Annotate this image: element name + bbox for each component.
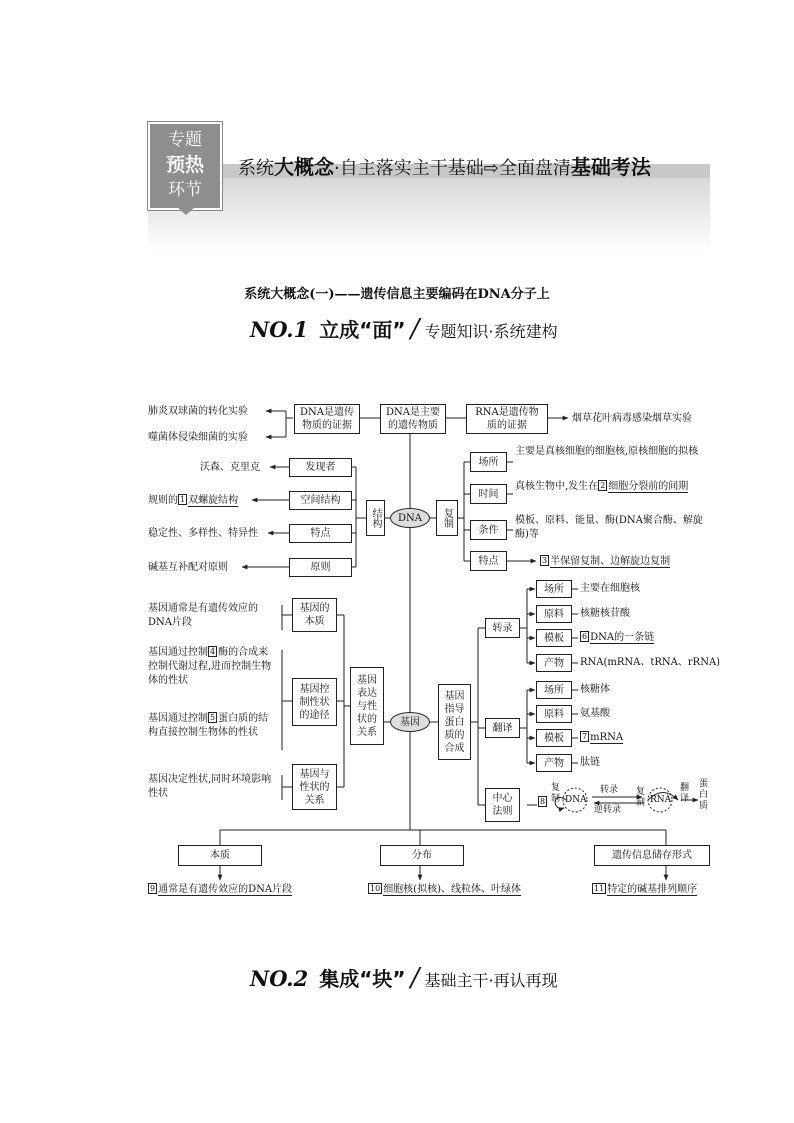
banner-tag-line3: 环节 <box>168 180 202 200</box>
rep-time-value <box>515 480 710 494</box>
banner-heading-e: 基础考法 <box>570 155 651 179</box>
blank-number-9: 9 <box>150 884 156 893</box>
feature-value: 稳定性、多样性、特异性 <box>148 528 258 539</box>
banner-heading-b: 大概念 <box>274 155 334 179</box>
structure-box: 结构 <box>366 500 385 536</box>
cd-reverse: 逆转录 <box>594 805 622 815</box>
blank-number-3: 3 <box>542 556 548 565</box>
banner-heading-d: 全面盘清 <box>498 158 571 179</box>
bottom-storage-answer: 特定的碱基排列顺序 <box>607 884 698 895</box>
section1-title: 立成“面” <box>319 318 406 342</box>
dna-main-box: DNA是主要的遗传物质 <box>380 404 446 434</box>
tr-template-box: 模板 <box>536 629 572 647</box>
tl-material-value: 氨基酸 <box>580 708 610 719</box>
space-prefix: 规则的 <box>148 495 178 506</box>
tl-product-value: 肽链 <box>580 757 600 768</box>
tl-place-box: 场所 <box>536 681 572 699</box>
gene-rel-box: 基因与性状的关系 <box>292 764 337 810</box>
bottom-storage-box: 遗传信息储存形式 <box>594 845 710 866</box>
section1-no: NO.1 <box>250 317 309 342</box>
tmv-experiment: 烟草花叶病毒感染烟草实验 <box>572 413 692 424</box>
blank-number-6: 6 <box>582 632 588 641</box>
blank-number-10: 10 <box>370 884 381 893</box>
tr-material-value: 核糖核苷酸 <box>580 608 630 619</box>
blank-number-4: 4 <box>210 647 216 656</box>
bottom-distribution-answer: 细胞核(拟核)、线粒体、叶绿体 <box>383 884 521 895</box>
blank-number-5: 5 <box>210 713 216 722</box>
rep-cond-box: 条件 <box>470 520 507 540</box>
gene-ctrl2-text <box>148 712 278 740</box>
space-structure-box: 空间结构 <box>289 491 352 510</box>
replication-box: 复制 <box>436 500 458 536</box>
rep-cond-value: 模板、原料、能量、酶(DNA聚合酶、解旋酶)等 <box>515 515 703 540</box>
cd-rna-replicate: 复制 <box>636 787 646 808</box>
cd-dna: DNA <box>565 795 587 805</box>
tr-product-box: 产物 <box>536 654 572 672</box>
rep-place-value: 主要是真核细胞的细胞核,原核细胞的拟核 <box>515 446 699 457</box>
feature-box: 特点 <box>289 524 352 543</box>
central-dogma-number <box>538 796 548 809</box>
bottom-storage-value <box>592 883 697 896</box>
arrow-icon: ⇨ <box>483 158 499 179</box>
section1-slash: / <box>410 314 420 344</box>
discoverer-box: 发现者 <box>289 458 352 477</box>
tl-template-box: 模板 <box>536 729 572 747</box>
rep-time-box: 时间 <box>470 484 507 504</box>
tr-template-value <box>580 631 654 644</box>
space-answer: 双螺旋结构 <box>188 495 239 506</box>
principle-box: 原则 <box>289 558 352 577</box>
section2-title: 集成“块” <box>319 967 406 991</box>
tr-product-value: RNA(mRNA、tRNA、rRNA) <box>580 657 721 668</box>
tr-place-box: 场所 <box>536 580 572 598</box>
section1-subtitle: 专题知识·系统建构 <box>424 322 558 341</box>
bottom-essence-answer: 通常是有遗传效应的DNA片段 <box>158 884 293 895</box>
blank-number-11: 11 <box>594 884 605 893</box>
tl-product-box: 产物 <box>536 754 572 772</box>
gene-ctrl1-prefix: 基因通过控制 <box>148 647 208 658</box>
banner-tag-line2: 预热 <box>165 154 204 176</box>
bottom-essence-value <box>148 883 292 896</box>
rna-evidence-box: RNA是遗传物质的证据 <box>466 404 548 434</box>
bottom-distribution-box: 分布 <box>380 845 464 866</box>
gene-node: 基因 <box>390 712 430 732</box>
tl-material-box: 原料 <box>536 705 572 723</box>
gene-ctrl1-answer: 酶的合成来控制代谢过程,进而控制生物体的性状 <box>148 647 272 686</box>
translation-box: 翻译 <box>485 718 520 738</box>
gene-essence-box: 基因的本质 <box>292 598 337 632</box>
banner-heading-a: 系统 <box>238 158 274 179</box>
blank-number-2: 2 <box>600 481 606 490</box>
tl-template-answer: mRNA <box>590 732 624 743</box>
bottom-essence-box: 本质 <box>178 845 262 866</box>
discoverer-value: 沃森、克里克 <box>200 462 260 473</box>
gene-ctrl2-prefix: 基因通过控制 <box>148 713 208 724</box>
exp-pneumococcus: 肺炎双球菌的转化实验 <box>148 406 248 417</box>
central-dogma-box: 中心法则 <box>485 788 520 822</box>
gene-expr-box: 基因表达与性状的关系 <box>350 667 384 745</box>
principle-value: 碱基互补配对原则 <box>148 562 228 573</box>
space-value <box>148 494 238 507</box>
tr-material-box: 原料 <box>536 605 572 623</box>
gene-guide-box: 基因指导蛋白质的合成 <box>438 684 471 760</box>
cd-rna: RNA <box>650 795 672 805</box>
gene-ctrl2-answer: 蛋白质的结构直接控制生物体的性状 <box>148 713 269 738</box>
transcription-box: 转录 <box>485 618 520 638</box>
section2-no: NO.2 <box>250 966 309 991</box>
blank-number-7: 7 <box>582 732 588 741</box>
bottom-distribution-value <box>368 883 521 896</box>
tr-template-answer: DNA的一条链 <box>590 632 655 643</box>
concept-title: 系统大概念(一)——遗传信息主要编码在DNA分子上 <box>244 287 550 302</box>
tl-template-value <box>580 731 623 744</box>
exp-phage: 噬菌体侵染细菌的实验 <box>148 432 248 443</box>
cd-transcribe: 转录 <box>600 785 619 795</box>
banner-tag-line1: 专题 <box>168 130 202 150</box>
cd-translate: 翻译 <box>680 783 690 804</box>
tr-place-value: 主要在细胞核 <box>580 583 640 594</box>
gene-essence-text: 基因通常是有遗传效应的DNA片段 <box>148 603 258 628</box>
tl-place-value: 核糖体 <box>580 684 610 695</box>
gene-ctrl1-text <box>148 646 278 688</box>
rep-feature-box: 特点 <box>470 551 507 571</box>
rep-time-answer: 细胞分裂前的间期 <box>608 481 689 492</box>
rep-feature-value <box>540 555 670 568</box>
section2-subtitle: 基础主干·再认再现 <box>424 971 558 990</box>
gene-rel-text: 基因决定性状,同时环境影响性状 <box>148 774 272 799</box>
cd-protein: 蛋白质 <box>699 779 709 811</box>
section2-slash: / <box>410 963 420 993</box>
blank-number-1: 1 <box>180 495 186 504</box>
dna-evidence-box: DNA是遗传物质的证据 <box>294 404 360 434</box>
banner-heading-c: ·自主落实主干基础 <box>334 158 484 179</box>
dna-node: DNA <box>390 508 430 528</box>
rep-time-prefix: 真核生物中,发生在 <box>515 481 599 492</box>
cd-replicate-label: 复制 <box>551 783 561 804</box>
rep-feature-answer: 半保留复制、边解旋边复制 <box>550 556 671 567</box>
blank-number-8: 8 <box>540 797 546 806</box>
rep-place-box: 场所 <box>470 452 507 472</box>
gene-ctrl-box: 基因控制性状的途径 <box>292 678 337 726</box>
